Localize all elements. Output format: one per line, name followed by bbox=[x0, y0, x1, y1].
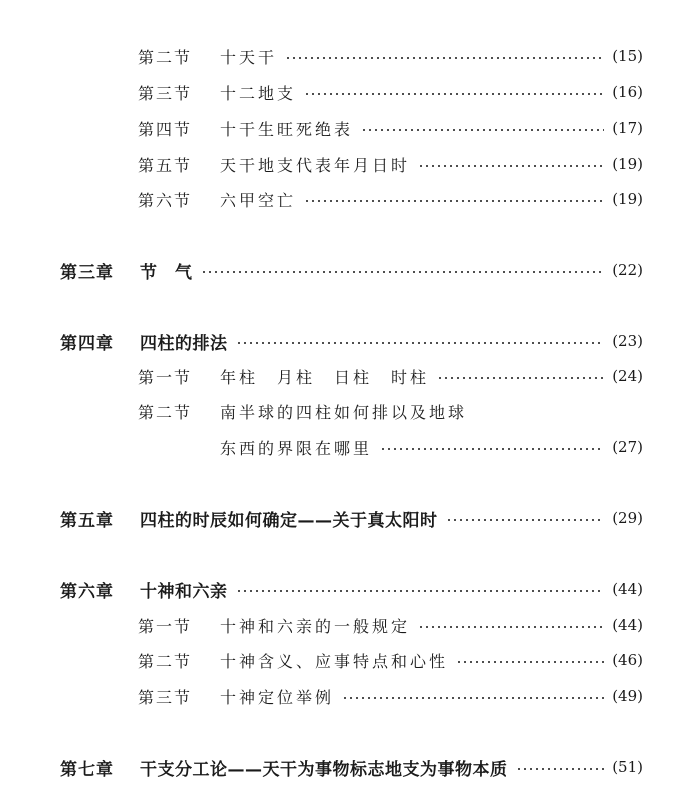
toc-entry-section bbox=[138, 42, 643, 70]
entry-title: 六甲空亡 bbox=[220, 190, 297, 210]
dot-leader bbox=[380, 448, 604, 450]
toc-entry-section bbox=[138, 150, 643, 178]
dot-leader bbox=[201, 271, 605, 273]
entry-number: 第七章 bbox=[60, 759, 114, 780]
dot-leader bbox=[285, 57, 604, 59]
dot-leader bbox=[446, 519, 605, 521]
toc-entry-section bbox=[138, 397, 643, 425]
toc-entry-section bbox=[138, 682, 643, 710]
dot-leader bbox=[418, 165, 604, 167]
entry-title: 年柱 月柱 日柱 时柱 bbox=[220, 367, 430, 387]
entry-title: 东西的界限在哪里 bbox=[220, 438, 373, 458]
toc-entry-section bbox=[138, 185, 643, 213]
toc-entry-chapter bbox=[60, 575, 643, 603]
dot-leader bbox=[437, 377, 604, 379]
entry-number: 第六节 bbox=[138, 190, 193, 210]
entry-page: (23) bbox=[612, 332, 643, 350]
entry-title: 节 气 bbox=[140, 262, 193, 283]
entry-page: (29) bbox=[612, 509, 643, 527]
entry-title: 四柱的时辰如何确定——关于真太阳时 bbox=[140, 510, 438, 531]
entry-title: 天干地支代表年月日时 bbox=[220, 155, 411, 175]
entry-number: 第三节 bbox=[138, 687, 193, 707]
dot-leader bbox=[236, 342, 605, 344]
entry-number: 第一节 bbox=[138, 367, 193, 387]
toc-entry-section bbox=[138, 646, 643, 674]
toc-entry-chapter bbox=[60, 753, 643, 781]
dot-leader bbox=[418, 626, 604, 628]
toc-entry-section bbox=[138, 114, 643, 142]
entry-title: 十神定位举例 bbox=[220, 687, 335, 707]
entry-page: (16) bbox=[612, 83, 643, 101]
entry-page: (51) bbox=[612, 758, 643, 776]
dot-leader bbox=[342, 697, 604, 699]
toc-entry-chapter bbox=[60, 256, 643, 284]
toc-entry-section bbox=[138, 78, 643, 106]
entry-page: (17) bbox=[612, 119, 643, 137]
entry-number: 第四章 bbox=[60, 333, 114, 354]
entry-title: 四柱的排法 bbox=[140, 333, 228, 354]
entry-title: 南半球的四柱如何排以及地球 bbox=[220, 402, 468, 422]
dot-leader bbox=[361, 129, 604, 131]
entry-number: 第五章 bbox=[60, 510, 114, 531]
toc-entry-continuation bbox=[220, 433, 643, 461]
entry-number: 第三节 bbox=[138, 83, 193, 103]
entry-title: 干支分工论——天干为事物标志地支为事物本质 bbox=[140, 759, 508, 780]
entry-page: (15) bbox=[612, 47, 643, 65]
entry-page: (27) bbox=[612, 438, 643, 456]
entry-title: 十天干 bbox=[220, 47, 278, 67]
entry-title: 十神和六亲 bbox=[140, 581, 228, 602]
entry-page: (44) bbox=[612, 580, 643, 598]
entry-number: 第三章 bbox=[60, 262, 114, 283]
entry-page: (44) bbox=[612, 616, 643, 634]
entry-page: (49) bbox=[612, 687, 643, 705]
entry-number: 第二节 bbox=[138, 402, 193, 422]
entry-page: (46) bbox=[612, 651, 643, 669]
dot-leader bbox=[304, 200, 604, 202]
dot-leader bbox=[516, 768, 605, 770]
toc-entry-chapter bbox=[60, 327, 643, 355]
entry-number: 第五节 bbox=[138, 155, 193, 175]
toc-entry-section bbox=[138, 611, 643, 639]
entry-title: 十干生旺死绝表 bbox=[220, 119, 354, 139]
toc-entry-section bbox=[138, 362, 643, 390]
entry-number: 第二节 bbox=[138, 651, 193, 671]
dot-leader bbox=[456, 661, 604, 663]
entry-number: 第二节 bbox=[138, 47, 193, 67]
toc-entry-chapter bbox=[60, 504, 643, 532]
entry-page: (19) bbox=[612, 190, 643, 208]
entry-number: 第六章 bbox=[60, 581, 114, 602]
dot-leader bbox=[236, 590, 605, 592]
entry-number: 第四节 bbox=[138, 119, 193, 139]
entry-page: (22) bbox=[612, 261, 643, 279]
entry-page: (19) bbox=[612, 155, 643, 173]
entry-title: 十神含义、应事特点和心性 bbox=[220, 651, 449, 671]
entry-title: 十神和六亲的一般规定 bbox=[220, 616, 411, 636]
entry-page: (24) bbox=[612, 367, 643, 385]
entry-title: 十二地支 bbox=[220, 83, 297, 103]
dot-leader bbox=[304, 93, 604, 95]
entry-number: 第一节 bbox=[138, 616, 193, 636]
